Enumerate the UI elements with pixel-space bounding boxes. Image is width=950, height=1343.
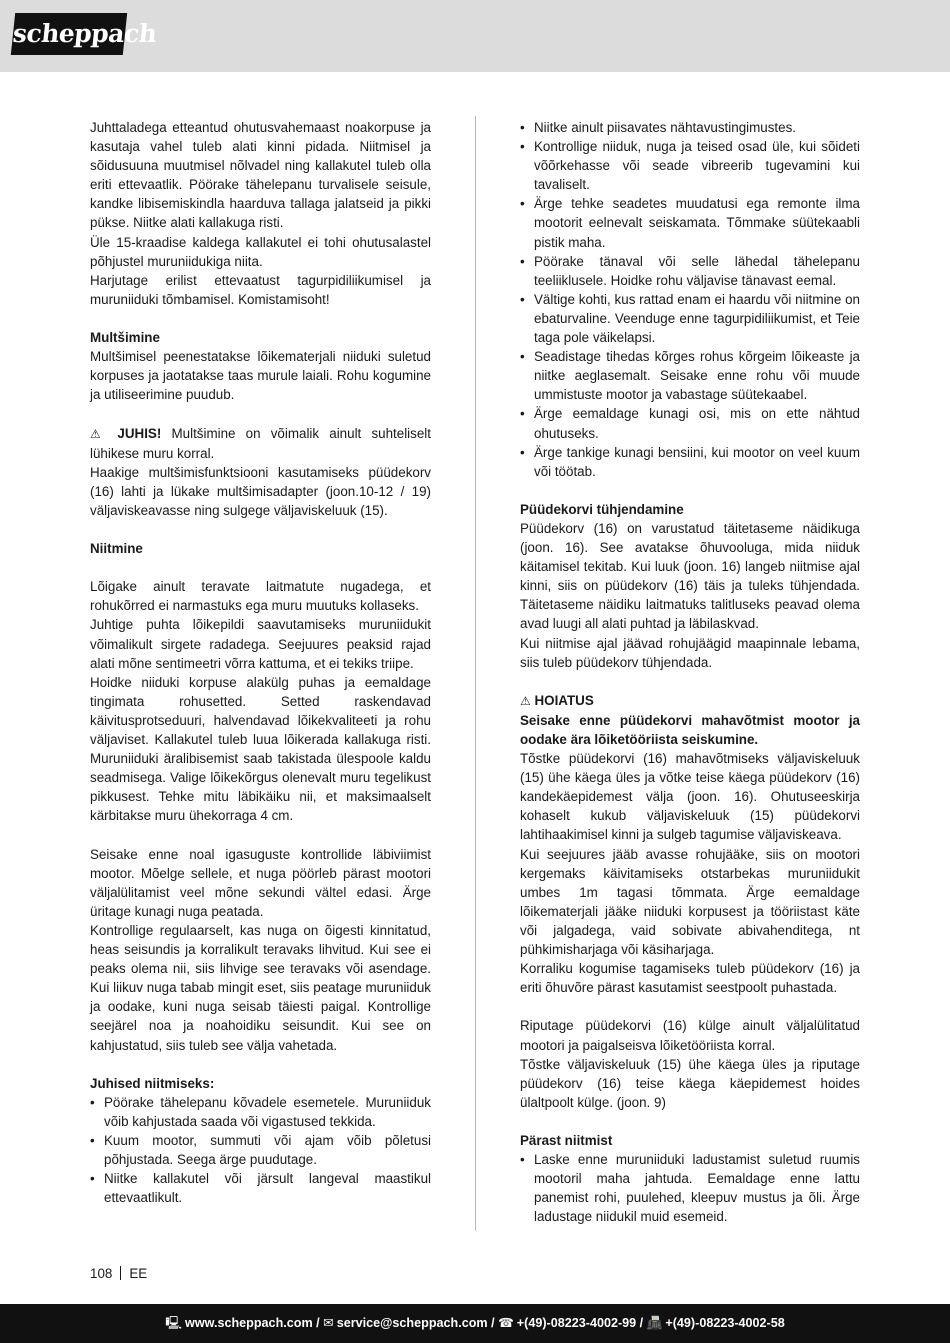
paragraph: Harjutage erilist ettevaatust tagurpidiliikumisel ja muruniiduki tõmbamisel. Komistamisoht! (90, 272, 431, 307)
phone-icon: ☎ (498, 1316, 514, 1330)
footer-email: service@scheppach.com (336, 1316, 488, 1330)
warning-hoiatus (520, 691, 860, 711)
paragraph: Multšimisel peenestatakse lõikematerjali niiduki suletud korpuses ja jaotatakse taas murule laiali. Rohu kogumine ja utiliseerimine puudub. (90, 349, 431, 403)
warning-label: HOIATUS (534, 692, 594, 708)
paragraph: Juhtige puhta lõikepildi saavutamiseks muruniidukit võimalikult sirgete radadega. Seejuures peaksid rajad alati mõne sentimeetri võrra kattuma, et ei tekiks triipe. (90, 617, 431, 671)
paragraph: Püüdekorv (16) on varustatud täitetaseme näidikuga (joon. 16). See avatakse õhuvooluga, mida niiduk käitamisel tekitab. Kui luuk (joon. 16) langeb niitmise ajal kinni, siis on püüdekorv (16) täis ja tuleks tühjendada. Täitetaseme näidiku laitmatuks talitluseks peavad olema avad luugi all alati puhtad ja läbilaskvad. (520, 520, 860, 632)
warning-text: Seisake enne püüdekorvi mahavõtmist mootor ja oodake ära lõiketööriista seiskumine. (520, 712, 860, 747)
note-text: Multšimine on võimalik ainult suhteliselt lühikese muru korral. (90, 425, 431, 461)
paragraph: Juhttaladega etteantud ohutusvahemaast noakorpuse ja kasutaja vahel tuleb alati kinni pidada. Niitmisel ja sõidusuuna muutmisel nõlvadel ning kallakutel tuleb olla eriti ettevaatlik. Pöörake tähelepanu turvalisele seisule, kandke libisemiskindla haarduva tallaga jalatseid ja pikki pükse. Niitke alati kallakuga risti. (90, 120, 431, 231)
list-item: • Niitke kallakutel või järsult langeval maastikul ettevaatlikult. (90, 1169, 431, 1207)
footer-phone: +(49)-08223-4002-99 (516, 1316, 637, 1330)
paragraph: Kontrollige regulaarselt, kas nuga on õigesti kinnitatud, heas seisundis ja korralikult teravaks lihvitud. Kui see ei peaks olema nii, siis lihvige see teravaks või asendage. Kui liikuv nuga tabab mingit eset, siis peatage muruniiduk ja oodake, kuni nuga seisab täiesti paigal. Kontrollige seejärel noa ja noahoidiku seisundit. Kui see on kahjustatud, siis tuleb see välja vahetada. (90, 922, 431, 1053)
bullet-list (90, 1093, 431, 1208)
scheppach-logo: scheppach (11, 13, 127, 55)
paragraph: Korraliku kogumise tagamiseks tuleb püüdekorv (16) ja eriti õhuvõre pärast kasutamist seestpoolt puhastada. (520, 961, 860, 996)
page-separator (120, 1266, 121, 1280)
warning-triangle-icon: ⚠ (90, 426, 108, 441)
computer-icon: 🖳 (165, 1316, 183, 1330)
page-header (0, 0, 950, 72)
paragraph: Seisake enne noal igasuguste kontrollide läbiviimist mootor. Mõelge sellele, et nuga pöörleb pärast mootori väljalülitamist veel mõne sekundi vältel edasi. Ärge üritage kunagi nuga peatada. (90, 846, 431, 919)
footer-separator: / (312, 1316, 324, 1330)
paragraph: Lõigake ainult teravate laitmatute nugadega, et rohukõrred ei narmastuks ega muru muutuks kollaseks. (90, 579, 431, 614)
list-item: • Ärge tankige kunagi bensiini, kui mootor on veel kuum või töötab. (520, 443, 860, 481)
language-code: EE (129, 1266, 148, 1281)
list-item: • Seadistage tihedas kõrges rohus kõrgeim lõikeaste ja niitke aeglasemalt. Seisake enne rohu või muude ummistuste mootor ja vabastage süütekaabel. (520, 347, 860, 404)
paragraph: Riputage püüdekorvi (16) külge ainult väljalülitatud mootori ja paigalseisva lõiketööriista korral. (520, 1018, 860, 1053)
note-label: JUHIS! (117, 425, 162, 441)
list-item: • Kontrollige niiduk, nuga ja teised osad üle, kui sõideti võõrkehasse või seade vibreerib tugevamini kui tavaliselt. (520, 137, 860, 194)
list-item: • Kuum mootor, summuti või ajam võib põletusi põhjustada. Seega ärge puudutage. (90, 1131, 431, 1169)
list-item: • Ärge eemaldage kunagi osi, mis on ette nähtud ohutuseks. (520, 404, 860, 442)
page-number-area (90, 1264, 147, 1283)
fax-icon: 📠 (646, 1316, 663, 1330)
section-heading-juhised: Juhised niitmiseks: (90, 1075, 215, 1091)
column-divider (475, 116, 476, 1231)
paragraph: Kui niitmise ajal jäävad rohujäägid maapinnale lebama, siis tuleb püüdekorv tühjendada. (520, 635, 860, 670)
paragraph: Tõstke püüdekorvi (16) mahavõtmiseks väljaviskeluuk (15) ühe käega üles ja võtke teise käega püüdekorv (16) kandekäepidemest välja (joon. 16). Ohutuseeskirja kohaselt kukub väljaviskeluuk (15) püüdekorvi lahtihaakimisel kinni ja sulgeb tagumise väljaviskeava. (520, 751, 860, 843)
footer-fax: +(49)-08223-4002-58 (665, 1316, 785, 1330)
section-heading-multsimine: Multšimine (90, 330, 160, 346)
page-number: 108 (90, 1266, 113, 1281)
section-heading-niitmine: Niitmine (90, 541, 143, 557)
bullet-list (520, 118, 860, 481)
list-item: • Laske enne muruniiduki ladustamist suletud ruumis mootoril maha jahtuda. Eemaldage enne lattu panemist rohi, puulehed, kleepuv mustus ja õli. Ärge ladustage niidukil muid esemeid. (520, 1150, 860, 1226)
footer-website: www.scheppach.com (185, 1316, 313, 1330)
list-item: • Niitke ainult piisavates nähtavustingimustes. (520, 118, 860, 137)
right-column (520, 118, 860, 1226)
paragraph: Hoidke niiduki korpuse alakülg puhas ja eemaldage tingimata rohusetted. Setted raskendavad käivitusprotseduuri, halvendavad lõikekvaliteeti ja rohu väljaviset. Kallakutel tuleb luua lõikerada kallakuga risti. Muruniiduki äralibisemist saab takistada ülespoole kaldu seadmisega. Valige lõikekõrgus olenevalt muru tegelikust pikkusest. Tehke mitu läbikäiku nii, et maksimaalselt kärbitakse muru ühekorraga 4 cm. (90, 674, 431, 824)
footer-separator: / (487, 1316, 499, 1330)
mail-icon: ✉ (323, 1316, 334, 1330)
note-juhis (90, 424, 431, 463)
section-heading-parast: Pärast niitmist (520, 1132, 613, 1148)
paragraph: Tõstke väljaviskeluuk (15) ühe käega üles ja riputage püüdekorv (16) teise käega käepidemest hoides ülaltpoolt külge. (joon. 9) (520, 1056, 860, 1110)
footer-separator: / (636, 1316, 647, 1330)
page-footer (0, 1304, 950, 1343)
list-item: • Pöörake tähelepanu kõvadele esemetele. Muruniiduk võib kahjustada saada või vigastused tekkida. (90, 1093, 431, 1131)
bullet-list (520, 1150, 860, 1226)
left-column (90, 118, 431, 1207)
list-item: • Ärge tehke seadetes muudatusi ega remonte ilma mootorit eelnevalt seiskamata. Tõmmake süütekaabli pistik maha. (520, 194, 860, 251)
paragraph: Haakige multšimisfunktsiooni kasutamiseks püüdekorv (16) lahti ja lükake multšimisadapter (joon.10-12 / 19) väljaviskeavasse ning sulgege väljaviskeluuk (15). (90, 464, 431, 518)
list-item: • Vältige kohti, kus rattad enam ei haardu või niitmine on ebaturvaline. Veenduge enne tagurpidiliikumist, et Teie taga pole väikelapsi. (520, 290, 860, 347)
list-item: • Pöörake tänaval või selle lähedal tähelepanu teeliiklusele. Hoidke rohu väljavise tänavast eemal. (520, 252, 860, 290)
section-heading-puudekorv: Püüdekorvi tühjendamine (520, 501, 684, 517)
paragraph: Üle 15-kraadise kaldega kallakutel ei tohi ohutusalastel põhjustel muruniidukiga niita. (90, 234, 431, 269)
paragraph: Kui seejuures jääb avasse rohujääke, siis on mootori kergemaks käivitamiseks otstarbekas muruniidukit umbes 1m tagasi tõmmata. Ärge eemaldage lõikematerjali jääke niiduki korpusest ja tööriistast käte või jalgadega, vaid sobivate abivahenditega, nt pühkimisharjaga või käsiharjaga. (520, 846, 860, 958)
warning-triangle-icon: ⚠ (520, 693, 531, 708)
